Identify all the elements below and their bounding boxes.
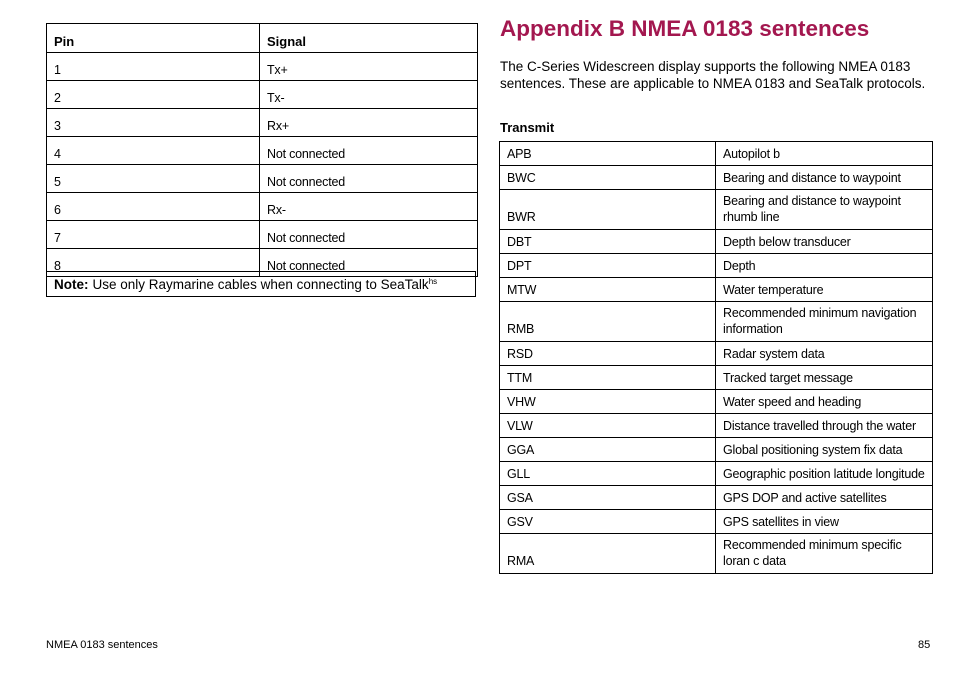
intro-paragraph: The C-Series Widescreen display supports the following NMEA 0183 sentences. These are applicable to NMEA 0183 and SeaTalk protocols. <box>500 59 926 91</box>
transmit-table-body <box>500 142 933 574</box>
table-row <box>500 230 933 254</box>
table-header-row <box>47 24 478 53</box>
table-row <box>47 137 478 165</box>
table-row <box>500 534 933 574</box>
signal-cell: Not connected <box>260 221 478 249</box>
transmit-heading: Transmit <box>500 120 555 135</box>
table-row <box>47 165 478 193</box>
sentence-code-cell: BWR <box>500 190 716 230</box>
sentence-description-cell: Bearing and distance to waypoint rhumb line <box>716 190 933 230</box>
pin-cell: 4 <box>47 137 260 165</box>
note-box <box>46 271 476 297</box>
sentence-code-cell: TTM <box>500 366 716 390</box>
sentence-code-cell: GSV <box>500 510 716 534</box>
sentence-code-cell: GLL <box>500 462 716 486</box>
sentence-description-cell: Recommended minimum specific loran c data <box>716 534 933 574</box>
sentence-code-cell: APB <box>500 142 716 166</box>
sentence-description-cell: Geographic position latitude longitude <box>716 462 933 486</box>
pin-cell: 8 <box>47 249 260 277</box>
table-row <box>500 366 933 390</box>
pin-cell: 1 <box>47 53 260 81</box>
sentence-description-cell: Tracked target message <box>716 366 933 390</box>
sentence-description-cell: Depth below transducer <box>716 230 933 254</box>
pin-cell: 3 <box>47 109 260 137</box>
table-row <box>500 254 933 278</box>
sentence-description-cell: Bearing and distance to waypoint <box>716 166 933 190</box>
signal-header: Signal <box>260 24 478 53</box>
sentence-description-cell: GPS DOP and active satellites <box>716 486 933 510</box>
sentence-code-cell: RMA <box>500 534 716 574</box>
sentence-code-cell: DBT <box>500 230 716 254</box>
page-number: 85 <box>918 639 931 651</box>
sentence-code-cell: GGA <box>500 438 716 462</box>
table-row <box>47 221 478 249</box>
pin-cell: 6 <box>47 193 260 221</box>
sentence-description-cell: Depth <box>716 254 933 278</box>
note-label: Note: <box>54 277 89 292</box>
table-row <box>500 510 933 534</box>
table-row <box>500 486 933 510</box>
table-row <box>500 438 933 462</box>
note-text: Use only Raymarine cables when connecting to SeaTalk <box>92 277 429 292</box>
table-row <box>500 342 933 366</box>
page-title: Appendix B NMEA 0183 sentences <box>500 16 870 41</box>
table-row <box>47 53 478 81</box>
table-row <box>47 193 478 221</box>
sentence-code-cell: MTW <box>500 278 716 302</box>
pin-header: Pin <box>47 24 260 53</box>
signal-cell: Tx+ <box>260 53 478 81</box>
sentence-description-cell: Water speed and heading <box>716 390 933 414</box>
sentence-code-cell: BWC <box>500 166 716 190</box>
note-superscript: hs <box>428 277 438 286</box>
pin-signal-table <box>46 23 478 277</box>
sentence-description-cell: Recommended minimum navigation information <box>716 302 933 342</box>
table-row <box>500 302 933 342</box>
sentence-code-cell: GSA <box>500 486 716 510</box>
table-row <box>500 390 933 414</box>
signal-cell: Not connected <box>260 165 478 193</box>
sentence-code-cell: DPT <box>500 254 716 278</box>
transmit-sentences-table <box>499 141 933 574</box>
table-row <box>500 414 933 438</box>
table-row <box>500 190 933 230</box>
table-row <box>500 462 933 486</box>
sentence-description-cell: Water temperature <box>716 278 933 302</box>
table-row <box>500 142 933 166</box>
signal-cell: Rx- <box>260 193 478 221</box>
sentence-description-cell: Distance travelled through the water <box>716 414 933 438</box>
signal-cell: Rx+ <box>260 109 478 137</box>
sentence-description-cell: Autopilot b <box>716 142 933 166</box>
table-row <box>47 109 478 137</box>
table-row <box>47 81 478 109</box>
table-row <box>500 278 933 302</box>
sentence-description-cell: GPS satellites in view <box>716 510 933 534</box>
sentence-code-cell: VLW <box>500 414 716 438</box>
pin-cell: 2 <box>47 81 260 109</box>
sentence-code-cell: RSD <box>500 342 716 366</box>
signal-cell: Not connected <box>260 137 478 165</box>
pin-cell: 5 <box>47 165 260 193</box>
sentence-code-cell: VHW <box>500 390 716 414</box>
sentence-description-cell: Radar system data <box>716 342 933 366</box>
sentence-code-cell: RMB <box>500 302 716 342</box>
signal-cell: Tx- <box>260 81 478 109</box>
pin-cell: 7 <box>47 221 260 249</box>
sentence-description-cell: Global positioning system fix data <box>716 438 933 462</box>
table-row <box>500 166 933 190</box>
signal-cell: Not connected <box>260 249 478 277</box>
footer-section-title: NMEA 0183 sentences <box>46 639 158 651</box>
